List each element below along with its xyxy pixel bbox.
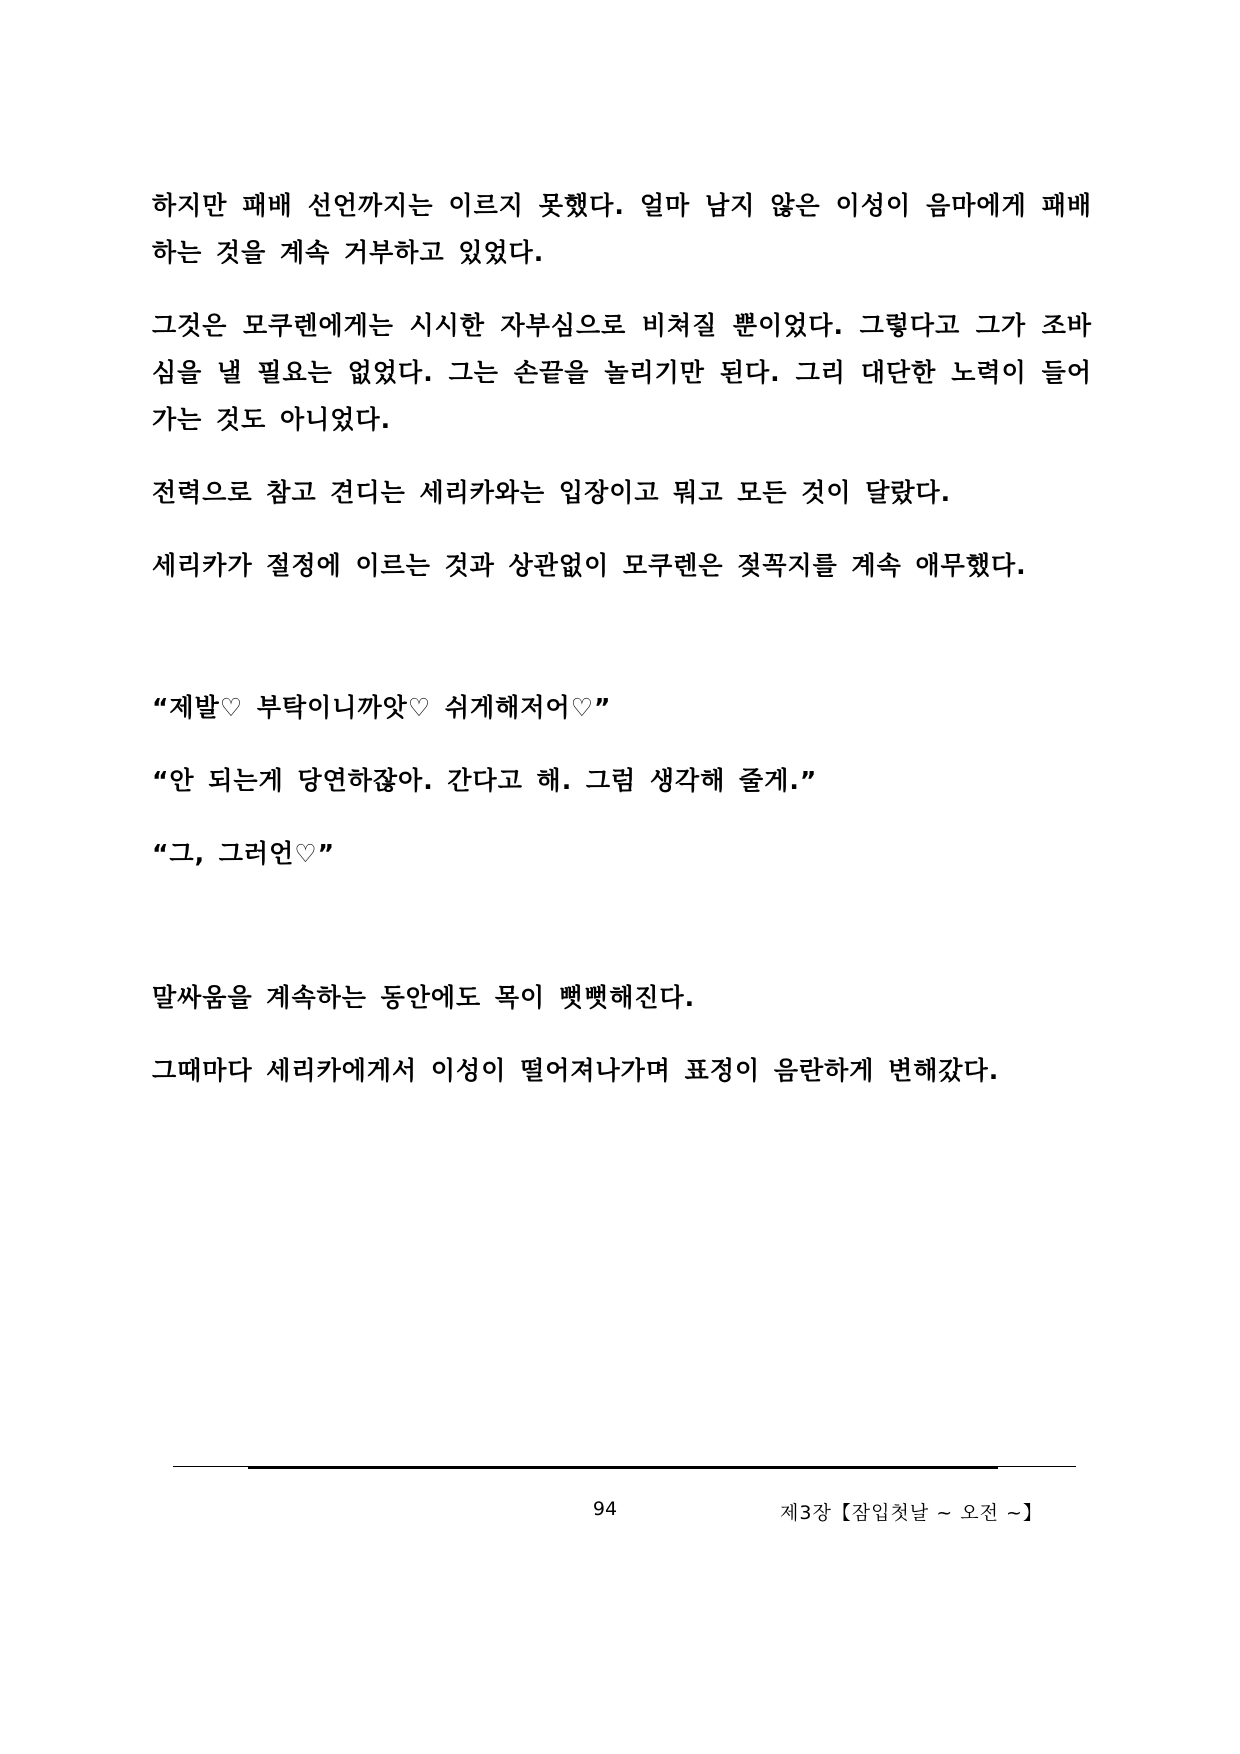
- closing-paragraph-2: 그때마다 세리카에게서 이성이 떨어져나가며 표정이 음란하게 변해갔다.: [152, 1056, 1000, 1085]
- closing-paragraph-1: 말싸움을 계속하는 동안에도 목이 뻣뻣해진다.: [152, 983, 696, 1012]
- section-gap: [152, 904, 1092, 974]
- paragraph-2: 그것은 모쿠렌에게는 시시한 자부심으로 비쳐질 뿐이었다. 그렇다고 그가 조바심을 낼 필요는 없었다. 그는 손끝을 놀리기만 된다. 그리 대단한 노력이 들어가는 것도 아니었다.: [152, 311, 1092, 434]
- chapter-title: 제3장【잠입첫날 ~ 오전 ~】: [780, 1502, 1043, 1524]
- paragraph-4: 세리카가 절정에 이르는 것과 상관없이 모쿠렌은 젖꼭지를 계속 애무했다.: [152, 551, 1027, 580]
- paragraph-1: 하지만 패배 선언까지는 이르지 못했다. 얼마 남지 않은 이성이 음마에게 패배하는 것을 계속 거부하고 있었다.: [152, 191, 1092, 267]
- section-gap: [152, 615, 1092, 685]
- dialogue-line-1: “제발♡ 부탁이니까앗♡ 쉬게해저어♡”: [152, 693, 612, 722]
- page-body: [152, 182, 1092, 1120]
- dialogue-line-2: “안 되는게 당연하잖아. 간다고 해. 그럼 생각해 줄게.”: [152, 766, 818, 795]
- page-number: 94: [592, 1498, 618, 1520]
- dialogue-line-3: “그, 그러언♡”: [152, 839, 336, 868]
- footer-rule-accent: [248, 1466, 998, 1469]
- paragraph-3: 전력으로 참고 견디는 세리카와는 입장이고 뭐고 모든 것이 달랐다.: [152, 478, 952, 507]
